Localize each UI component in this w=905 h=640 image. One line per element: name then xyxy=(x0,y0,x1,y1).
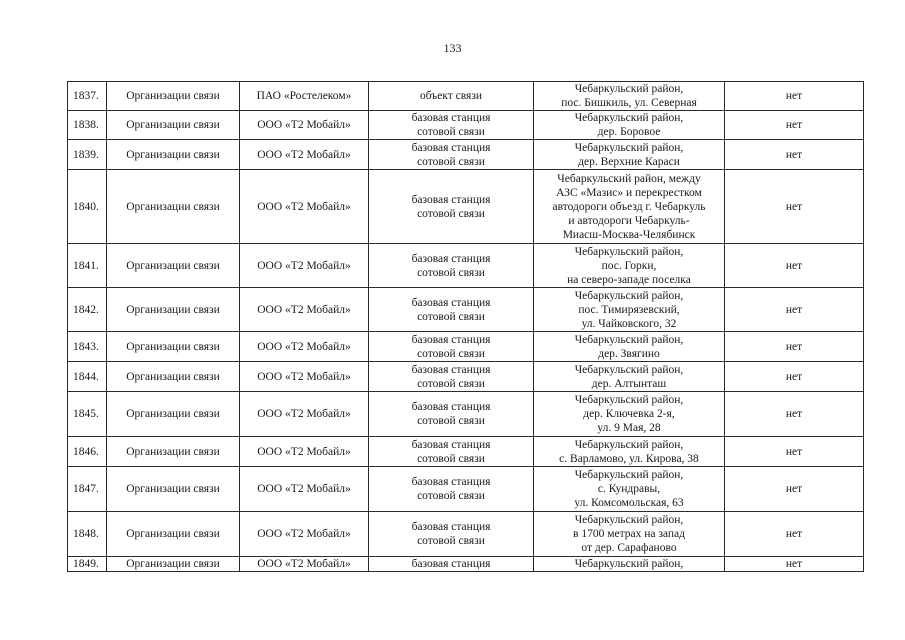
category-cell: Организации связи xyxy=(107,362,240,392)
address-line: на северо-западе поселка xyxy=(567,273,691,286)
row-number-cell: 1849. xyxy=(68,557,107,572)
category-cell: Организации связи xyxy=(107,392,240,437)
object-type-line: базовая станция xyxy=(411,296,491,309)
category-cell: Организации связи xyxy=(107,332,240,362)
object-type-line: базовая станция xyxy=(411,558,491,570)
object-type-line: сотовой связи xyxy=(417,310,485,323)
object-type-cell xyxy=(369,140,534,170)
address-line: дер. Боровое xyxy=(597,126,661,138)
object-type-line: сотовой связи xyxy=(417,490,485,502)
address-cell xyxy=(534,140,725,170)
table-row xyxy=(68,170,864,244)
address-line: дер. Ключевка 2-я, xyxy=(583,408,675,420)
row-number-cell: 1841. xyxy=(68,244,107,288)
address-cell xyxy=(534,111,725,140)
address-line: в 1700 метрах на запад xyxy=(573,528,685,540)
status-cell: нет xyxy=(725,288,864,332)
object-type-line: базовая станция xyxy=(411,521,491,533)
address-line: ул. Чайковского, 32 xyxy=(581,317,677,330)
table-row xyxy=(68,467,864,512)
table-row xyxy=(68,557,864,572)
object-type-cell xyxy=(369,244,534,288)
table-row xyxy=(68,244,864,288)
address-line: АЗС «Мазис» и перекрестком xyxy=(556,186,702,199)
address-line: дер. Верхние Караси xyxy=(578,155,680,168)
status-cell: нет xyxy=(725,437,864,467)
object-type-cell xyxy=(369,111,534,140)
category-cell: Организации связи xyxy=(107,244,240,288)
company-cell: ООО «Т2 Мобайл» xyxy=(240,362,369,392)
company-cell: ПАО «Ростелеком» xyxy=(240,82,369,111)
row-number-cell: 1848. xyxy=(68,512,107,557)
address-line: дер. Алтынташ xyxy=(591,377,667,390)
object-type-line: базовая станция xyxy=(411,476,491,488)
address-cell xyxy=(534,362,725,392)
company-cell: ООО «Т2 Мобайл» xyxy=(240,244,369,288)
address-line: Чебаркульский район, xyxy=(574,469,684,481)
object-type-line: базовая станция xyxy=(411,112,491,124)
table-row xyxy=(68,82,864,111)
object-type-cell xyxy=(369,170,534,244)
category-cell: Организации связи xyxy=(107,467,240,512)
object-type-cell xyxy=(369,362,534,392)
row-number-cell: 1844. xyxy=(68,362,107,392)
row-number-cell: 1846. xyxy=(68,437,107,467)
table-row xyxy=(68,392,864,437)
address-line: Чебаркульский район, xyxy=(574,514,684,526)
object-type-line: базовая станция xyxy=(411,401,491,413)
table-row xyxy=(68,437,864,467)
address-line: Чебаркульский район, xyxy=(574,112,684,124)
row-number-cell: 1839. xyxy=(68,140,107,170)
status-cell: нет xyxy=(725,557,864,572)
address-line: пос. Бишкиль, ул. Северная xyxy=(561,97,697,109)
address-cell xyxy=(534,244,725,288)
object-type-line: сотовой связи xyxy=(417,535,485,547)
address-line: Чебаркульский район, xyxy=(574,245,684,258)
address-line: Чебаркульский район, xyxy=(574,141,684,154)
object-type-line: сотовой связи xyxy=(417,155,485,168)
object-type-line: сотовой связи xyxy=(417,347,485,360)
object-type-line: базовая станция xyxy=(411,333,491,346)
table-row xyxy=(68,332,864,362)
object-type-line: сотовой связи xyxy=(417,377,485,390)
address-line: пос. Горки, xyxy=(601,259,657,272)
company-cell: ООО «Т2 Мобайл» xyxy=(240,140,369,170)
status-cell: нет xyxy=(725,170,864,244)
object-type-cell xyxy=(369,437,534,467)
object-type-cell xyxy=(369,467,534,512)
address-cell xyxy=(534,557,725,572)
address-line: Чебаркульский район, xyxy=(574,394,684,406)
address-cell xyxy=(534,392,725,437)
object-type-line: сотовой связи xyxy=(417,266,485,279)
company-cell: ООО «Т2 Мобайл» xyxy=(240,392,369,437)
address-line: Чебаркульский район, xyxy=(574,438,684,451)
address-cell xyxy=(534,512,725,557)
status-cell: нет xyxy=(725,244,864,288)
object-type-cell xyxy=(369,332,534,362)
address-cell xyxy=(534,332,725,362)
table-row xyxy=(68,140,864,170)
address-line: Чебаркульский район, xyxy=(574,289,684,302)
object-type-line: базовая станция xyxy=(411,141,491,154)
address-cell xyxy=(534,82,725,111)
registry-table xyxy=(67,81,864,572)
address-line: ул. 9 Мая, 28 xyxy=(597,422,661,434)
page-number: 133 xyxy=(443,41,462,55)
registry-table-body xyxy=(68,82,864,572)
row-number-cell: 1838. xyxy=(68,111,107,140)
address-cell xyxy=(534,467,725,512)
object-type-cell xyxy=(369,288,534,332)
company-cell: ООО «Т2 Мобайл» xyxy=(240,111,369,140)
address-line: Чебаркульский район, xyxy=(574,363,684,376)
status-cell: нет xyxy=(725,82,864,111)
object-type-line: базовая станция xyxy=(411,193,491,206)
row-number-cell: 1837. xyxy=(68,82,107,111)
address-line: от дер. Сарафаново xyxy=(581,542,677,554)
address-line: Чебаркульский район, между xyxy=(557,172,701,185)
object-type-line: базовая станция xyxy=(411,363,491,376)
object-type-cell xyxy=(369,512,534,557)
category-cell: Организации связи xyxy=(107,512,240,557)
company-cell: ООО «Т2 Мобайл» xyxy=(240,512,369,557)
object-type-line: объект связи xyxy=(419,90,483,102)
address-line: Чебаркульский район, xyxy=(574,83,684,95)
address-cell xyxy=(534,170,725,244)
table-row xyxy=(68,512,864,557)
object-type-cell xyxy=(369,82,534,111)
category-cell: Организации связи xyxy=(107,557,240,572)
category-cell: Организации связи xyxy=(107,437,240,467)
table-row xyxy=(68,288,864,332)
category-cell: Организации связи xyxy=(107,140,240,170)
company-cell: ООО «Т2 Мобайл» xyxy=(240,437,369,467)
status-cell: нет xyxy=(725,140,864,170)
object-type-line: сотовой связи xyxy=(417,415,485,427)
company-cell: ООО «Т2 Мобайл» xyxy=(240,170,369,244)
object-type-line: базовая станция xyxy=(411,252,491,265)
address-line: пос. Тимирязевский, xyxy=(578,303,680,316)
address-line: дер. Звягино xyxy=(598,347,660,360)
object-type-cell xyxy=(369,392,534,437)
row-number-cell: 1840. xyxy=(68,170,107,244)
row-number-cell: 1842. xyxy=(68,288,107,332)
object-type-line: сотовой связи xyxy=(417,126,485,138)
address-cell xyxy=(534,288,725,332)
object-type-cell xyxy=(369,557,534,572)
company-cell: ООО «Т2 Мобайл» xyxy=(240,332,369,362)
company-cell: ООО «Т2 Мобайл» xyxy=(240,557,369,572)
address-line: с. Варламово, ул. Кирова, 38 xyxy=(559,452,699,465)
row-number-cell: 1847. xyxy=(68,467,107,512)
address-line: автодороги объезд г. Чебаркуль xyxy=(552,200,706,213)
object-type-line: сотовой связи xyxy=(417,207,485,220)
address-cell xyxy=(534,437,725,467)
category-cell: Организации связи xyxy=(107,170,240,244)
category-cell: Организации связи xyxy=(107,111,240,140)
status-cell: нет xyxy=(725,467,864,512)
object-type-line: сотовой связи xyxy=(417,452,485,465)
address-line: Миасш-Москва-Челябинск xyxy=(562,228,696,241)
object-type-line: базовая станция xyxy=(411,438,491,451)
table-row xyxy=(68,111,864,140)
status-cell: нет xyxy=(725,512,864,557)
row-number-cell: 1845. xyxy=(68,392,107,437)
address-line: с. Кундравы, xyxy=(597,483,661,495)
status-cell: нет xyxy=(725,332,864,362)
category-cell: Организации связи xyxy=(107,82,240,111)
row-number-cell: 1843. xyxy=(68,332,107,362)
company-cell: ООО «Т2 Мобайл» xyxy=(240,288,369,332)
address-line: Чебаркульский район, xyxy=(574,333,684,346)
table-row xyxy=(68,362,864,392)
category-cell: Организации связи xyxy=(107,288,240,332)
address-line: Чебаркульский район, xyxy=(574,558,684,570)
address-line: ул. Комсомольская, 63 xyxy=(574,497,684,509)
status-cell: нет xyxy=(725,362,864,392)
status-cell: нет xyxy=(725,111,864,140)
address-line: и автодороги Чебаркуль- xyxy=(568,214,690,227)
company-cell: ООО «Т2 Мобайл» xyxy=(240,467,369,512)
status-cell: нет xyxy=(725,392,864,437)
